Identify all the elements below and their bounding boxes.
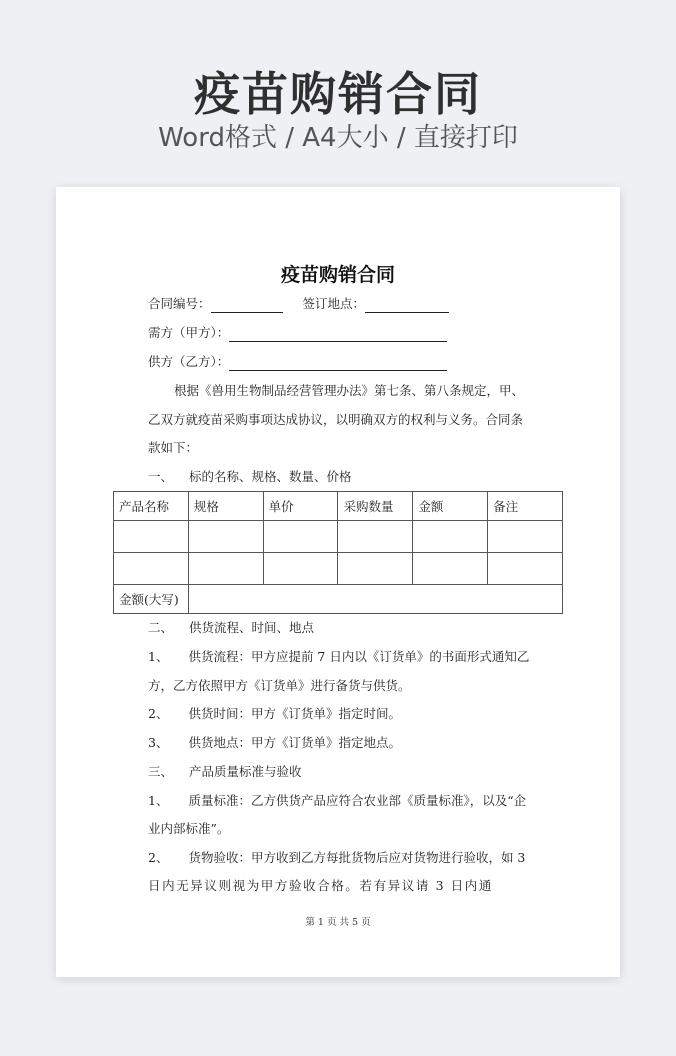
table-header-cell: 金额 — [413, 492, 488, 521]
table-row — [114, 521, 563, 553]
table-header-cell: 产品名称 — [114, 492, 189, 521]
page-footer: 第 1 页 共 5 页 — [305, 917, 371, 928]
product-table — [113, 491, 563, 614]
document-page — [56, 187, 620, 977]
s2-item-2 — [148, 705, 528, 723]
s2-item-3 — [148, 734, 528, 752]
section-1-heading — [148, 468, 528, 486]
section-3-title: 产品质量标准与验收 — [189, 764, 302, 779]
party-a-field[interactable] — [229, 328, 447, 342]
table-row — [114, 553, 563, 585]
table-header-cell: 规格 — [188, 492, 263, 521]
intro-line-2: 乙双方就疫苗采购事项达成协议，以明确双方的权利与义务。合同条 — [148, 412, 524, 427]
banner-title: 疫苗购销合同 — [194, 67, 482, 121]
s2-item-1-text: 供货流程：甲方应提前 7 日内以《订货单》的书面形式通知乙 — [188, 649, 530, 664]
s3-item-1-text: 质量标准：乙方供货产品应符合农业部《质量标准》，以及“企 — [188, 793, 527, 808]
table-cell[interactable] — [338, 553, 413, 585]
intro-line-1: 根据《兽用生物制品经营管理办法》第七条、第八条规定，甲、 — [174, 383, 525, 398]
table-header-cell: 采购数量 — [338, 492, 413, 521]
s2-item-1 — [148, 648, 528, 666]
s2-item-2-text: 供货时间：甲方《订货单》指定时间。 — [188, 706, 401, 721]
table-cell[interactable] — [413, 553, 488, 585]
table-cell[interactable] — [413, 521, 488, 553]
s3-item-1 — [148, 792, 528, 810]
sign-place-field[interactable] — [365, 299, 449, 313]
section-3-number: 三、 — [148, 764, 174, 779]
party-a-line — [148, 324, 528, 342]
s3-item-2-text: 货物验收：甲方收到乙方每批货物后应对货物进行验收，如 3 — [188, 850, 526, 865]
section-2-title: 供货流程、时间、地点 — [189, 620, 315, 635]
party-b-field[interactable] — [229, 357, 447, 371]
s2-item-3-number: 3、 — [148, 735, 169, 750]
table-header-cell: 单价 — [263, 492, 338, 521]
s2-item-3-text: 供货地点：甲方《订货单》指定地点。 — [188, 735, 401, 750]
table-cell[interactable] — [188, 521, 263, 553]
section-2-number: 二、 — [148, 620, 174, 635]
s3-item-1-number: 1、 — [148, 793, 169, 808]
table-header-cell: 备注 — [488, 492, 563, 521]
s3-item-1-continuation: 业内部标准”。 — [148, 821, 230, 836]
party-a-label: 需方（甲方）： — [148, 325, 230, 340]
table-cell[interactable] — [263, 521, 338, 553]
s2-item-1-continuation: 方，乙方依照甲方《订货单》进行备货与供货。 — [148, 678, 411, 693]
s3-item-2-number: 2、 — [148, 850, 169, 865]
contract-no-label: 合同编号： — [148, 296, 211, 311]
s3-item-2 — [148, 849, 528, 867]
document-title: 疫苗购销合同 — [280, 264, 395, 286]
table-cell[interactable] — [263, 553, 338, 585]
table-header-row — [114, 492, 563, 521]
sign-place-label: 签订地点： — [302, 296, 366, 311]
contract-info-line — [148, 295, 528, 313]
table-cell[interactable] — [114, 553, 189, 585]
s3-item-2-continuation: 日内无异议则视为甲方验收合格。若有异议请 3 日内通 — [148, 878, 494, 893]
s2-item-1-number: 1、 — [148, 649, 169, 664]
total-label-cell: 金额(大写) — [114, 585, 189, 614]
total-value-cell[interactable] — [188, 585, 562, 614]
table-cell[interactable] — [488, 521, 563, 553]
s2-item-2-number: 2、 — [148, 706, 169, 721]
table-cell[interactable] — [488, 553, 563, 585]
table-cell[interactable] — [114, 521, 189, 553]
section-3-heading — [148, 763, 528, 781]
table-total-row — [114, 585, 563, 614]
section-1-number: 一、 — [148, 469, 174, 484]
section-2-heading — [148, 619, 528, 637]
party-b-line — [148, 353, 528, 371]
contract-no-field[interactable] — [211, 299, 283, 313]
table-cell[interactable] — [188, 553, 263, 585]
party-b-label: 供方（乙方）： — [148, 354, 230, 369]
banner-subtitle: Word格式 / A4大小 / 直接打印 — [158, 123, 518, 153]
intro-line-3: 款如下： — [148, 440, 199, 455]
section-1-title: 标的名称、规格、数量、价格 — [189, 469, 352, 484]
table-cell[interactable] — [338, 521, 413, 553]
